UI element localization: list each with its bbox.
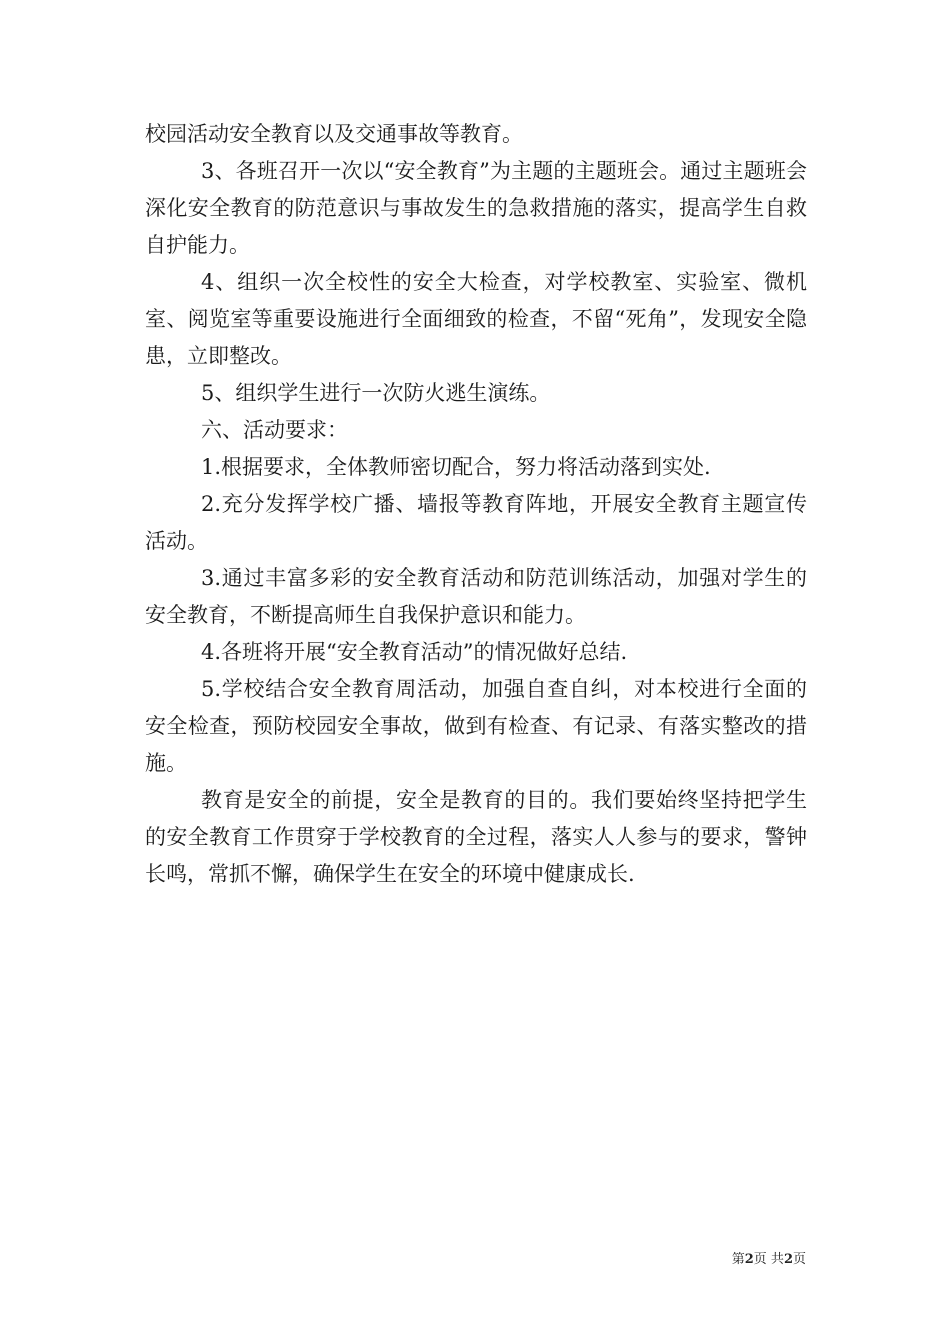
paragraph: 4、组织一次全校性的安全大检查，对学校教室、实验室、微机室、阅览室等重要设施进行全面细致的检查，不留“死角”，发现安全隐患，立即整改。 [145, 270, 807, 368]
closing-paragraph: 教育是安全的前提，安全是教育的目的。我们要始终坚持把学生的安全教育工作贯穿于学校教育的全过程，落实人人参与的要求，警钟长鸣，常抓不懈，确保学生在安全的环境中健康成长. [145, 788, 807, 886]
footer-suffix: 页 [792, 1252, 806, 1267]
total-pages-number: 2 [783, 1252, 793, 1267]
paragraph: 4.各班将开展“安全教育活动”的情况做好总结. [201, 640, 628, 664]
paragraph: 3、各班召开一次以“安全教育”为主题的主题班会。通过主题班会深化安全教育的防范意识与事故发生的急救措施的落实，提高学生自救自护能力。 [145, 159, 807, 257]
paragraph: 3.通过丰富多彩的安全教育活动和防范训练活动，加强对学生的安全教育，不断提高师生自我保护意识和能力。 [145, 566, 807, 627]
document-body [145, 116, 807, 893]
current-page-number: 2 [744, 1252, 754, 1267]
footer-middle: 页 共 [753, 1252, 784, 1267]
paragraph: 5、组织学生进行一次防火逃生演练。 [201, 381, 551, 405]
paragraph: 校园活动安全教育以及交通事故等教育。 [145, 122, 523, 146]
footer-prefix: 第 [731, 1252, 745, 1267]
paragraph: 5.学校结合安全教育周活动，加强自查自纠，对本校进行全面的安全检查，预防校园安全事故，做到有检查、有记录、有落实整改的措施。 [145, 677, 807, 775]
page-footer [732, 1252, 806, 1268]
section-heading: 六、活动要求： [201, 418, 348, 442]
paragraph: 1.根据要求，全体教师密切配合，努力将活动落到实处. [201, 455, 711, 479]
paragraph: 2.充分发挥学校广播、墙报等教育阵地，开展安全教育主题宣传活动。 [145, 492, 807, 553]
